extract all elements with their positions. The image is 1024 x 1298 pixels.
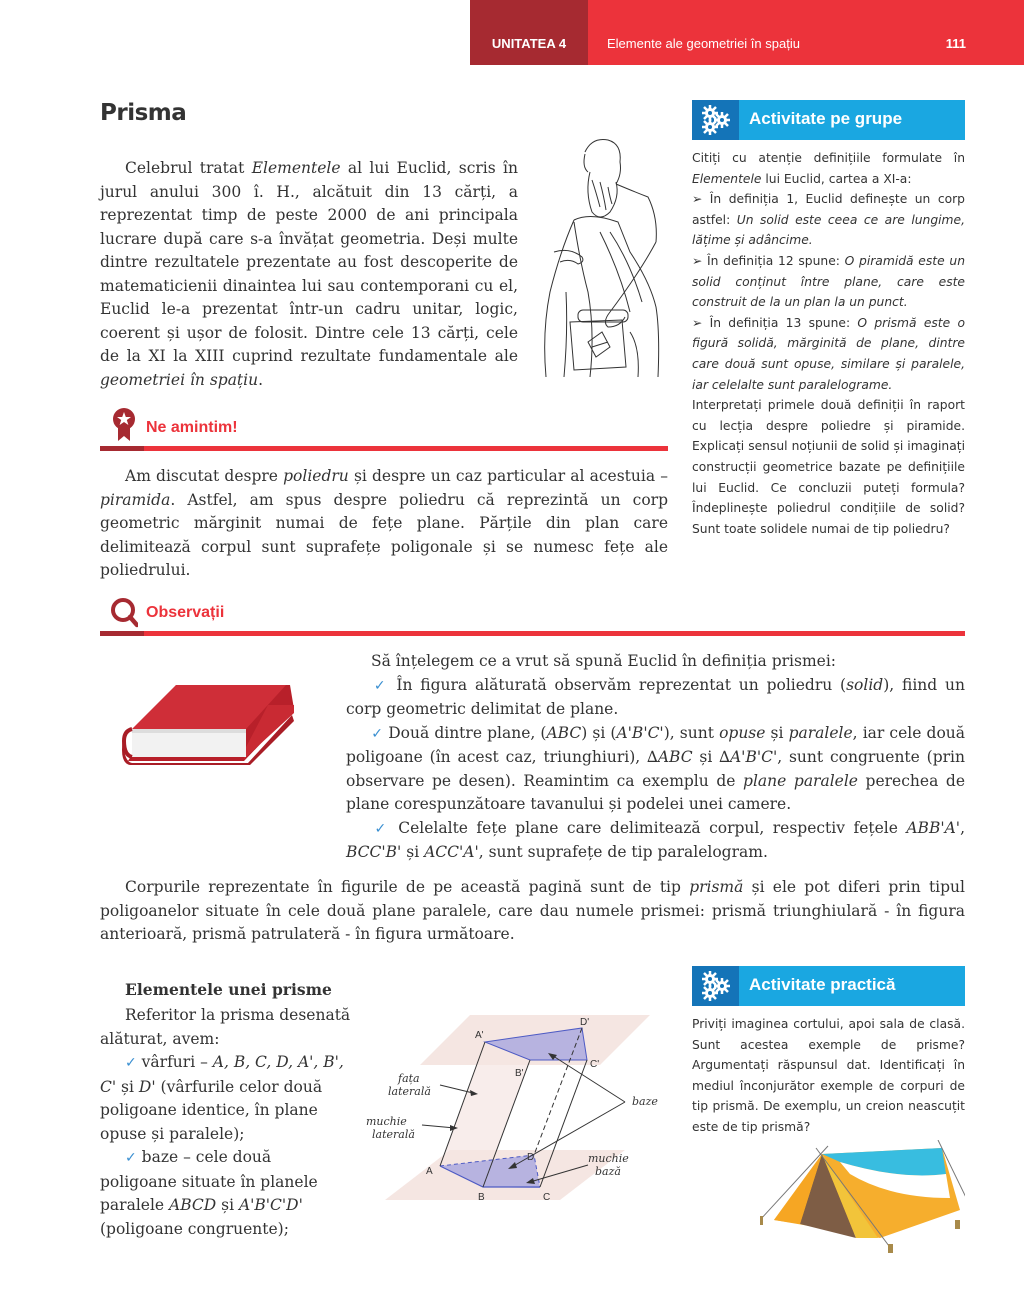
muchie-laterala-label: muchie xyxy=(366,1115,407,1128)
observatii-header xyxy=(100,592,965,636)
baze-label: baze xyxy=(632,1095,658,1108)
muchie-baza-label: bază xyxy=(595,1165,621,1178)
check-icon: ✓ xyxy=(371,820,390,837)
arrow-bullet-icon: ➢ xyxy=(692,253,703,268)
gears-icon xyxy=(692,966,739,1006)
award-ribbon-icon xyxy=(110,407,138,443)
definition-item: ➢ În definiția 1, Euclid definește un corp astfel: Un solid este ceea ce are lungime, lățime și adâncime. xyxy=(692,192,965,248)
ne-amintim-paragraph: Am discutat despre poliedru și despre un caz particular al acestuia – piramida. Astfel, am spus despre poliedru că reprezintă un corp geometric mărginit numai de fețe plane. Părțile din plan care delimitează corpul sunt suprafețe poligonale și se numesc fețe ale poliedrului. xyxy=(100,467,669,579)
vertex-label: D xyxy=(527,1152,535,1163)
observatii-label: Observații xyxy=(146,604,225,621)
vertex-label: C xyxy=(543,1192,551,1203)
activitate-practica-header xyxy=(692,966,965,1006)
section-divider-accent xyxy=(100,446,144,451)
chapter-title: Elemente ale geometriei în spațiu xyxy=(607,36,800,51)
red-book-illustration xyxy=(118,683,298,765)
observatii-item: ✓ În figura alăturată observăm reprezentat un poliedru (solid), fiind un corp geometric delimitat de plane. xyxy=(346,675,965,718)
magnifier-icon xyxy=(110,596,138,632)
observatii-text xyxy=(346,650,965,865)
intro-paragraph: Celebrul tratat Elementele al lui Euclid, scris în jurul anului 300 î. H., alcătuit din 13 cărți, a reprezentat timp de peste 2000 de ani principala lucrare după care s-a învățat geometria. Deși multe dintre rezultatele prezentate au fost descoperite de matematicienii dinaintea lui sau contemporani cu el, Euclid le-a prezentat într-un cadru unitar, logic, coerent și ușor de folosit. Dintre cele 13 cărți, cele de la XI la XIII cuprind rezultate fundamentale ale geometriei în spațiu. xyxy=(100,159,518,389)
vertex-label: B' xyxy=(515,1068,524,1079)
check-icon: ✓ xyxy=(125,1055,137,1071)
corpurile-paragraph: Corpurile reprezentate în figurile de pe această pagină sunt de tip prismă și ele pot diferi prin tipul poligoanelor situate în cele două plane paralele, care dau numele prismei: prismă triunghiulară - în figura anterioară, prismă patrulateră - în figura următoare. xyxy=(100,878,965,943)
definition-item: ➢ În definiția 12 spune: O piramidă este un solid conținut între plane, care este construit de la un plan la un punct. xyxy=(692,253,965,310)
euclid-illustration xyxy=(530,132,670,384)
section-divider-accent xyxy=(100,631,144,636)
tent-illustration xyxy=(760,1140,965,1260)
activitate-practica-text: Priviți imaginea cortului, apoi sala de clasă. Sunt acestea exemple de prisme? Argumentați răspunsul dat. Identificați în mediul înconjurător exemple de corpuri de tip prismă. De exemplu, un creion neascuțit este de tip prismă? xyxy=(692,1017,965,1134)
fata-laterala-label: laterală xyxy=(388,1085,431,1098)
section-divider xyxy=(100,631,965,636)
page-header xyxy=(470,0,1024,65)
elemente-text: Referitor la prisma desenată alăturat, avem: ✓ vârfuri – A, B, C, D, A', B', C' și D' (vârfurile celor două poligoane identice, în plane opuse și paralele); ✓ baze – cele două poligoane situate în planele paralele ABCD și A'B'C'D' (poligoane congruente); xyxy=(100,1004,352,1241)
vertex-label: B xyxy=(478,1192,485,1203)
prism-diagram xyxy=(360,1010,680,1210)
unit-label: UNITATEA 4 xyxy=(470,0,588,65)
observatii-item: ✓ Celelalte fețe plane care delimitează corpul, respectiv fețele ABB'A', BCC'B' și ACC'A', sunt suprafețe de tip paralelogram. xyxy=(346,818,965,861)
activitate-grupe-header xyxy=(692,100,965,140)
observatii-item: ✓ Două dintre plane, (ABC) și (A'B'C'), sunt opuse și paralele, iar cele două poligoane (în acest caz, triunghiuri), ∆ABC și ∆A'B'C', sunt congruente (prin observare pe desen). Reamintim ca exemplu de plane paralele perechea de plane corespunzătoare tavanului și podelei unei camere. xyxy=(346,723,965,813)
arrow-bullet-icon: ➢ xyxy=(692,192,703,207)
activitate-practica-label: Activitate practică xyxy=(749,975,896,994)
observatii-lead: Să înțelegem ce a vrut să spună Euclid în definiția prismei: xyxy=(371,652,836,670)
elemente-item-varfuri: ✓ vârfuri – A, B, C, D, A', B', C' și D' (vârfurile celor două poligoane identice, în plane opuse și paralele); xyxy=(100,1053,344,1143)
activitate-grupe-text: Citiți cu atenție definițiile formulate în Elementele lui Euclid, cartea a XI-a: ➢ În definiția 1, Euclid definește un corp astfel: Un solid este ceea ce are lungime, lățime și adâncime. ➢ În definiția 12 spune: O piramidă este un solid conținut între plane, care este construit de la un plan la un punct. ➢ În definiția 13 spune: O prismă este o figură solidă, mărginită de plane, dintre care două sunt opuse, similare și paralele, iar celelalte sunt paralelograme. Interpretați primele două definiții în raport cu lecția despre poliedre și piramide. Explicați sensul noțiunii de solid și imaginați construcții geometrice bazate pe definițiile lui Euclid. Ce concluzii puteți formula? Îndeplinește poliedrul condițiile de solid? Sunt toate solidele numai de tip poliedru? xyxy=(692,148,965,539)
page-title: Prisma xyxy=(100,100,187,126)
gears-icon xyxy=(692,100,739,140)
muchie-baza-label: muchie xyxy=(588,1152,629,1165)
fata-laterala-label: fața xyxy=(398,1072,420,1085)
ne-amintim-header xyxy=(100,407,668,451)
ne-amintim-label: Ne amintim! xyxy=(146,419,238,436)
arrow-bullet-icon: ➢ xyxy=(692,315,703,330)
page-number: 111 xyxy=(945,36,966,51)
vertex-label: A xyxy=(426,1166,433,1177)
activitate-grupe-label: Activitate pe grupe xyxy=(749,109,903,128)
check-icon: ✓ xyxy=(371,725,384,742)
definition-item: ➢ În definiția 13 spune: O prismă este o figură solidă, mărginită de plane, dintre care două sunt opuse, similare și paralele, iar celelalte sunt paralelograme. xyxy=(692,315,965,392)
elemente-heading: Elementele unei prisme xyxy=(125,980,332,999)
activitate-grupe-closing: Interpretați primele două definiții în raport cu lecția despre poliedre și piramide. Explicați sensul noțiunii de solid și imaginați construcții geometrice bazate pe definițiile lui Euclid. Ce concluzii puteți formula? Îndeplinește poliedrul condițiile de solid? Sunt toate solidele numai de tip poliedru? xyxy=(692,398,965,536)
vertex-label: D' xyxy=(580,1017,590,1028)
elemente-item-baze: ✓ baze – cele două poligoane situate în planele paralele ABCD și A'B'C'D' (poligoane congruente); xyxy=(100,1148,318,1238)
check-icon: ✓ xyxy=(125,1150,137,1166)
muchie-laterala-label: laterală xyxy=(372,1128,415,1141)
section-divider xyxy=(100,446,668,451)
vertex-label: C' xyxy=(590,1059,600,1070)
vertex-label: A' xyxy=(475,1030,484,1041)
check-icon: ✓ xyxy=(371,677,389,694)
